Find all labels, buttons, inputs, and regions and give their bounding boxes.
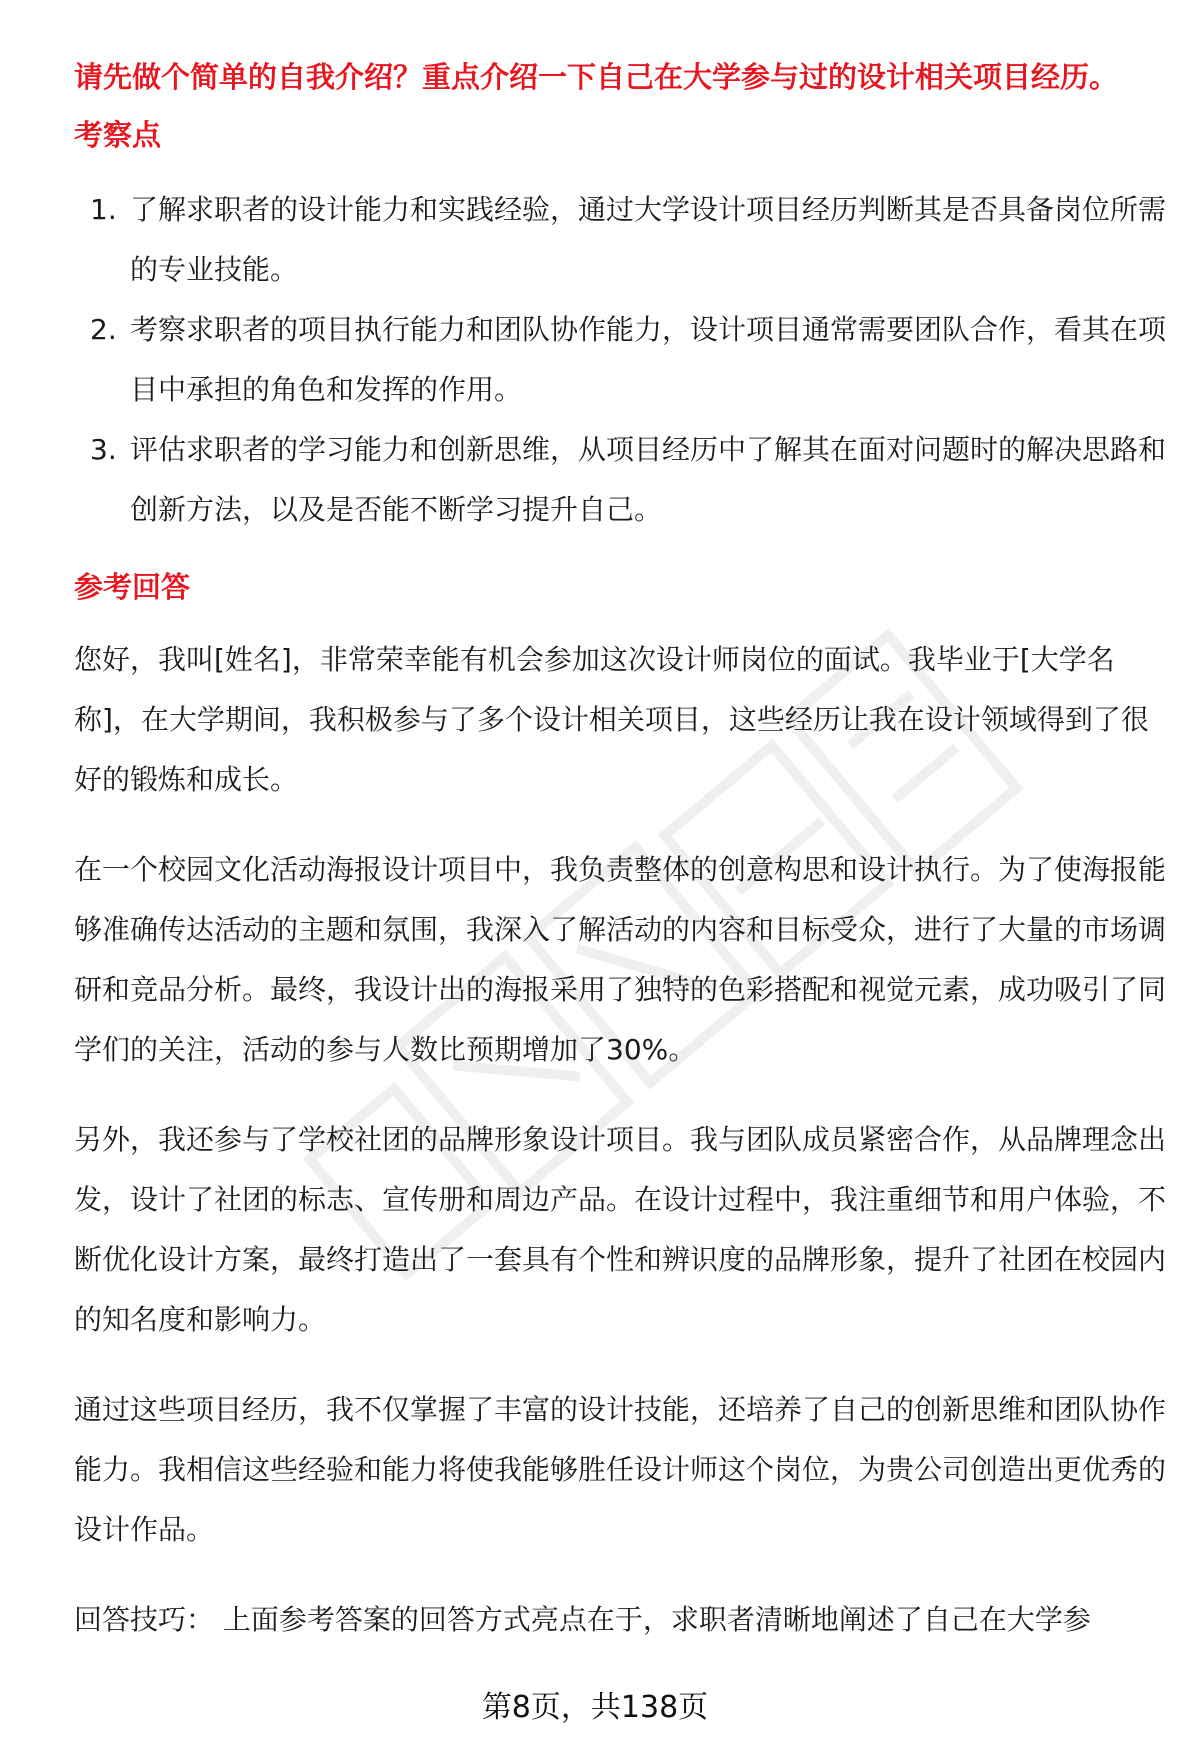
list-item-text: 了解求职者的设计能力和实践经验，通过大学设计项目经历判断其是否具备岗位所需的专业技能。 [130,193,1167,286]
answer-paragraph: 在一个校园文化活动海报设计项目中，我负责整体的创意构思和设计执行。为了使海报能够准确传达活动的主题和氛围，我深入了解活动的内容和目标受众，进行了大量的市场调研和竞品分析。最终，我设计出的海报采用了独特的色彩搭配和视觉元素，成功吸引了同学们的关注，活动的参与人数比预期增加了30%。 [74,853,1167,1066]
list-item [74,420,1174,540]
list-item-number: 3. [90,433,117,466]
answer-paragraph: 您好，我叫[姓名]，非常荣幸能有机会参加这次设计师岗位的面试。我毕业于[大学名称]，在大学期间，我积极参与了多个设计相关项目，这些经历让我在设计领域得到了很好的锻炼和成长。 [74,643,1149,796]
list-item [74,180,1174,300]
answer-tip: 回答技巧： 上面参考答案的回答方式亮点在于，求职者清晰地阐述了自己在大学参 [74,1603,1091,1636]
list-item-number: 1. [90,193,117,226]
interview-question: 请先做个简单的自我介绍？重点介绍一下自己在大学参与过的设计相关项目经历。 [74,60,1119,94]
page-number-footer: 第8页，共138页 [481,1690,709,1725]
list-item-text: 评估求职者的学习能力和创新思维，从项目经历中了解其在面对问题时的解决思路和创新方法，以及是否能不断学习提升自己。 [130,433,1167,526]
list-item-number: 2. [90,313,117,346]
focus-points-list [74,180,1174,540]
answer-paragraph: 通过这些项目经历，我不仅掌握了丰富的设计技能，还培养了自己的创新思维和团队协作能力。我相信这些经验和能力将使我能够胜任设计师这个岗位，为贵公司创造出更优秀的设计作品。 [74,1393,1167,1546]
document-page [74,48,1174,1650]
list-item-text: 考察求职者的项目执行能力和团队协作能力，设计项目通常需要团队合作，看其在项目中承担的角色和发挥的作用。 [130,313,1167,406]
focus-heading: 考察点 [74,118,162,152]
answer-paragraph: 另外，我还参与了学校社团的品牌形象设计项目。我与团队成员紧密合作，从品牌理念出发，设计了社团的标志、宣传册和周边产品。在设计过程中，我注重细节和用户体验，不断优化设计方案，最终打造出了一套具有个性和辨识度的品牌形象，提升了社团在校园内的知名度和影响力。 [74,1123,1167,1336]
answer-heading: 参考回答 [74,570,191,604]
list-item [74,300,1174,420]
